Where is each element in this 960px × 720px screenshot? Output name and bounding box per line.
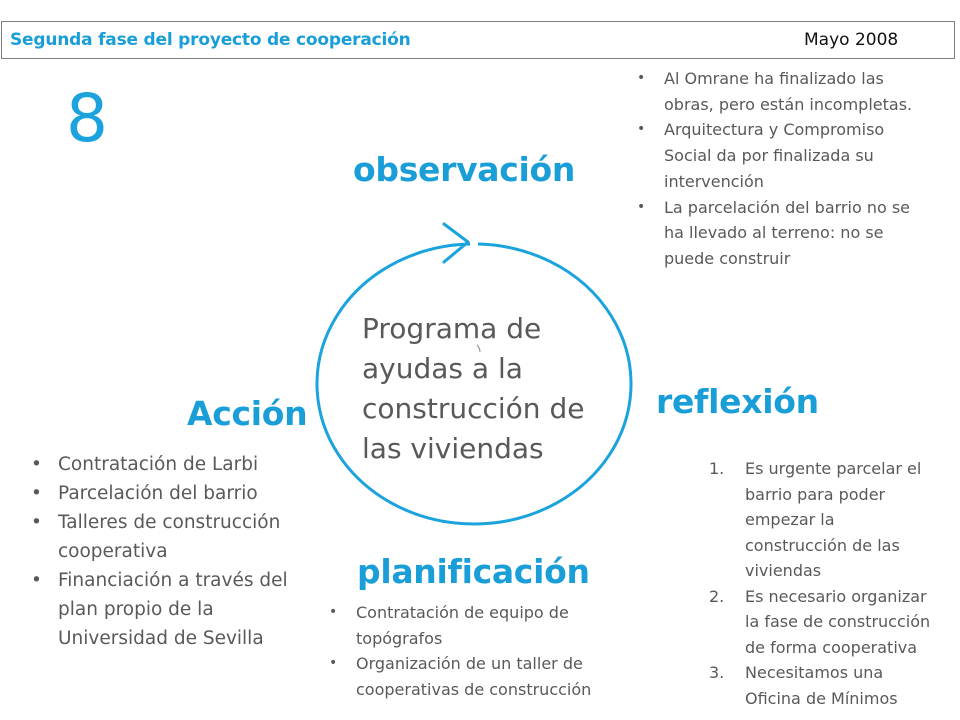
reflexion-list [709, 456, 939, 711]
stage-title-accion: Acción [187, 394, 308, 433]
list-item [709, 584, 939, 661]
list-item: • Talleres de construcción cooperativa [28, 508, 288, 566]
item-text: Necesitamos una Oficina de Mínimos [745, 663, 898, 708]
planificacion-list [326, 600, 616, 702]
list-item: • Parcelación del barrio [28, 479, 288, 508]
header-date: Mayo 2008 [804, 30, 899, 50]
list-item: • Contratación de equipo de topógrafos [326, 600, 616, 651]
cycle-center-text: Programa de ayudas a la construcción de las viviendas [362, 312, 585, 465]
list-item: • Al Omrane ha finalizado las obras, pero están incompletas. [634, 66, 934, 117]
slide-number: 8 [66, 80, 108, 157]
list-item: • Arquitectura y Compromiso Social da por finalizada su intervención [634, 117, 934, 194]
observacion-list [634, 66, 934, 272]
item-text: Es necesario organizar la fase de construcción de forma cooperativa [745, 586, 931, 657]
item-text: Es urgente parcelar el barrio para poder empezar la construcción de las viviendas [745, 459, 922, 580]
item-number: 2. [709, 586, 725, 606]
list-item [709, 660, 939, 711]
item-number: 3. [709, 663, 725, 682]
item-number: 1. [709, 459, 725, 478]
list-item: • La parcelación del barrio no se ha llevado al terreno: no se puede construir [634, 195, 934, 272]
accion-list [28, 450, 288, 653]
stage-title-reflexion: reflexión [656, 382, 819, 421]
list-item: • Contratación de Larbi [28, 450, 288, 479]
list-item: • Organización de un taller de cooperativas de construcción [326, 651, 616, 702]
list-item [709, 456, 939, 584]
stage-title-observacion: observación [353, 150, 576, 189]
header-title: Segunda fase del proyecto de cooperación [10, 30, 411, 50]
stage-title-planificacion: planificación [357, 552, 590, 591]
list-item: • Financiación a través del plan propio de la Universidad de Sevilla [28, 566, 288, 653]
